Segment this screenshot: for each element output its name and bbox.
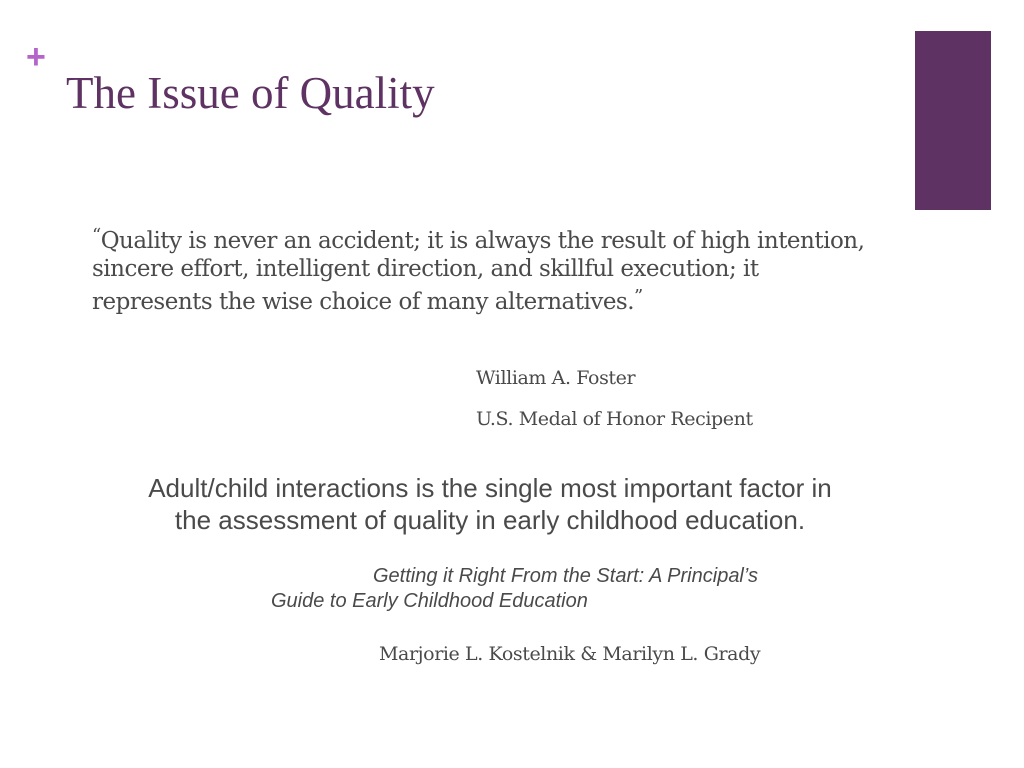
- key-statement-line1: Adult/child interactions is the single most important factor in: [148, 473, 832, 503]
- plus-icon: +: [26, 38, 46, 76]
- quote-author: William A. Foster: [476, 367, 636, 389]
- accent-bar: [915, 31, 991, 210]
- slide-title: The Issue of Quality: [66, 68, 435, 118]
- quote-text: Quality is never an accident; it is always the result of high intention, sincere effort, intelligent direction, and skillful execution; it represents the wise choice of many alternatives.: [92, 228, 865, 315]
- key-statement-line2: the assessment of quality in early childhood education.: [174, 505, 806, 535]
- quote-block: [92, 222, 882, 316]
- quote-author-role: U.S. Medal of Honor Recipent: [476, 408, 753, 430]
- book-authors: Marjorie L. Kostelnik & Marilyn L. Grady: [379, 643, 761, 665]
- open-quote-mark: “: [92, 225, 101, 246]
- close-quote-mark: ”: [634, 286, 643, 307]
- book-title-line2: Guide to Early Childhood Education: [271, 590, 588, 612]
- book-title-line1: Getting it Right From the Start: A Principal’s: [373, 565, 758, 587]
- key-statement: [70, 472, 910, 536]
